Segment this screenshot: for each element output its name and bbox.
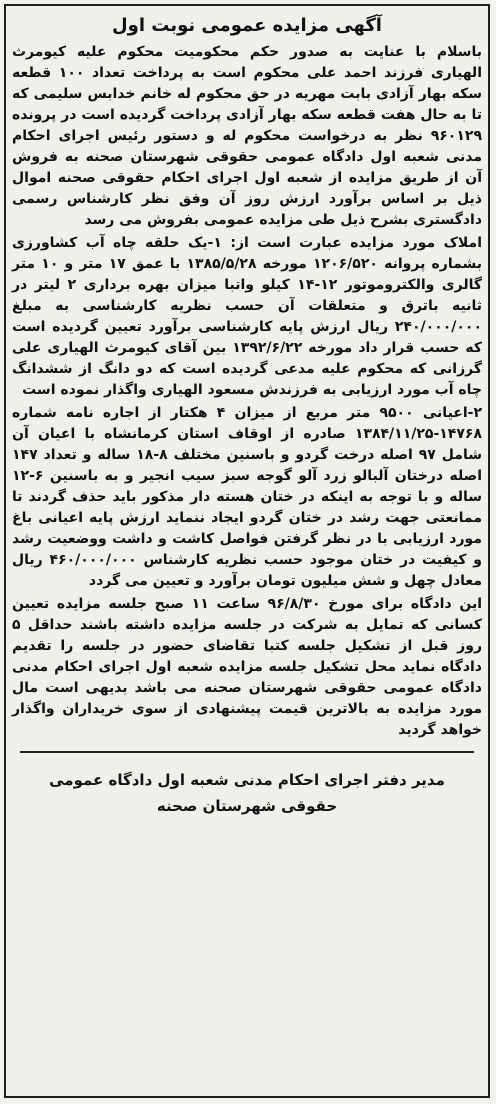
- signature-line-2: حقوقی شهرستان صحنه: [156, 797, 338, 815]
- signature-line-1: مدیر دفتر اجرای احکام مدنی شعبه اول دادگاه عمومی: [49, 771, 445, 789]
- signature-divider: [20, 751, 474, 753]
- notice-title: آگهی مزایده عمومی نوبت اول: [112, 15, 382, 36]
- notice-paragraph-session: این دادگاه برای مورخ ۹۶/۸/۳۰ ساعت ۱۱ صبح جلسه مزایده تعیین کسانی که تمایل به شرکت در جلسه مزایده داشته باشند حداقل ۵ روز قبل از تشکیل جلسه کتبا تقاضای حضور در جلسه را تقدیم دادگاه نماید محل تشکیل جلسه مزایده شعبه اول اجرای احکام مدنی دادگاه عمومی حقوقی شهرستان صحنه می باشد بدیهی است مال مورد مزایده به بالاترین قیمت پیشنهادی از سوی خریداران واگذار خواهد گردید: [12, 596, 482, 738]
- notice-paragraph-orchard: ۲-اعیانی ۹۵۰۰ متر مربع از میزان ۴ هکتار از اجاره نامه شماره ۱۴۷۶۸-۱۳۸۴/۱۱/۲۵ صادره از اوقاف استان کرمانشاه با اعیان آن شامل ۹۷ اصله درخت گردو و باسنین مختلف ۸-۱۸ ساله و تعداد ۱۴۷ اصله درختان آلبالو زرد آلو گوجه سبز سیب انجیر و به باسنین ۶-۱۲ ساله و با توجه به اینکه در ختان هسته دار مذکور باید حذف گردند تا ممانعتی جهت رشد در ختان گردو ایجاد ننماید ارزش پایه اعیانی باغ مورد ارزیابی با در نظر گرفتن فواصل کاشت و داشت ووضعیت رشد و کیفیت در ختان موجود حسب نظریه کارشناس ۴۶۰/۰۰۰/۰۰۰ ریال معادل چهل و شش میلیون تومان برآورد و تعیین می گردد: [12, 405, 482, 589]
- notice-paragraph-well: املاک مورد مزایده عبارت است از: ۱-یک حلقه چاه آب کشاورزی بشماره پروانه ۱۲۰۶/۵۲۰ مورخه ۱۳۸۵/۵/۲۸ با عمق ۱۷ متر و ۱۰ متر گالری والکتروموتور ۱۲-۱۴ کیلو واتبا میزان بهره برداری ۲ لیتر در ثانیه باترق و متعلقات آن حسب نظریه کارشناسی به مبلغ ۲۴۰/۰۰۰/۰۰۰ ریال ارزش پایه کارشناسی برآورد تعیین گردیده است که حسب قرار داد مورخه ۱۳۹۲/۶/۲۲ بین آقای کیومرث الهیاری علی گرزانی که محکوم علیه مدعی گردیده است که دو دانگ از ششدانگ چاه آب مورد ارزیابی به فرزندش مسعود الهیاری واگذار نموده است: [12, 235, 483, 398]
- notice-paragraph-intro: باسلام با عنایت به صدور حکم محکومیت محکوم علیه کیومرث الهیاری فرزند احمد علی محکوم است به پرداخت تعداد ۱۰۰ قطعه سکه بهار آزادی بابت مهریه در حق محکوم له خانم خدابس سلیمی که تا به حال هفت قطعه سکه بهار آزادی پرداخت گردیده است در پرونده ۹۶۰۱۲۹ نظر به درخواست محکوم له و دستور رئیس اجرای احکام مدنی شعبه اول دادگاه عمومی حقوقی شهرستان صحنه به فروش آن از طریق مزایده از شعبه اول اجرای احکام حقوقی صحنه اموال ذیل بر اساس برآورد ارزش روز آن وفق نظر کارشناس رسمی دادگستری بشرح ذیل طی مزایده عمومی بفروش می رسد: [12, 44, 482, 228]
- notice-frame: [4, 4, 490, 1098]
- notice-body: [12, 12, 482, 1090]
